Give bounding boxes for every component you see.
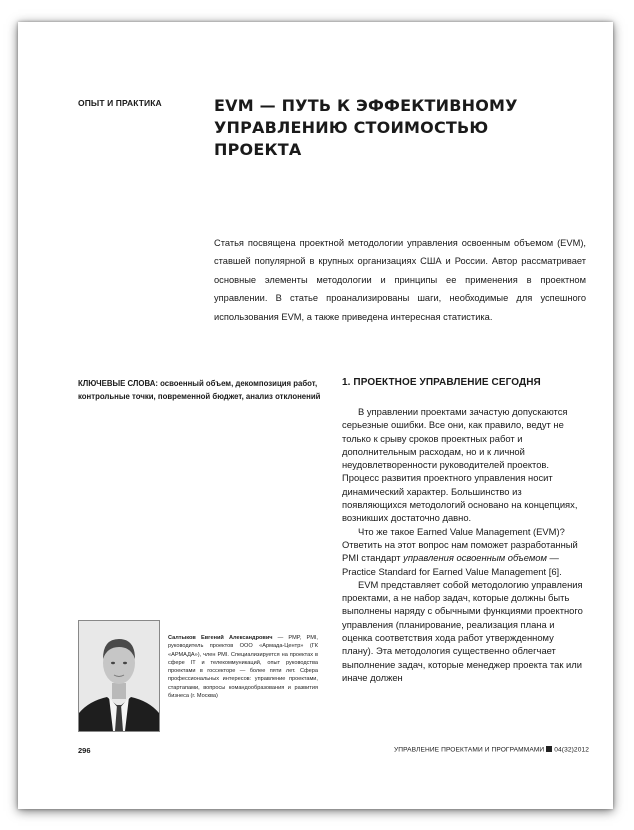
keywords: КЛЮЧЕВЫЕ СЛОВА: освоенный объем, декомпозиция работ, контрольные точки, повременной бюджет, анализ отклонений xyxy=(78,379,321,401)
square-icon xyxy=(546,746,552,752)
author-portrait-icon xyxy=(79,621,159,731)
section-heading: 1. ПРОЕКТНОЕ УПРАВЛЕНИЕ СЕГОДНЯ xyxy=(342,377,541,388)
paragraph-2: Что же такое Earned Value Management (EVM)? Ответить на этот вопрос нам поможет разработанный PMI стандарт управления освоенным объемом — Practice Standard for Earned Value Management [6]. xyxy=(342,525,578,577)
section-label: ОПЫТ И ПРАКТИКА xyxy=(78,98,162,108)
journal-footer xyxy=(394,746,589,754)
page-number: 296 xyxy=(78,746,91,755)
journal-name: УПРАВЛЕНИЕ ПРОЕКТАМИ И ПРОГРАММАМИ xyxy=(393,746,545,754)
author-bio: Салтыков Евгений Александрович — PMP, PMI, руководитель проектов ООО «Армада-Центр» (ГК «АРМАДА»), член PMI. Специализируется на проектах в сфере IT и телекоммуникаций, опыт руководства проектами в госсекторе — более пяти лет. Сфера профессиональных интересов: управление проектами, стартапами, вопросы командообразования и развития бизнеса (г. Москва) xyxy=(168,635,318,700)
article-body xyxy=(342,405,587,684)
journal-page xyxy=(18,22,613,809)
title-line-1: EVM — ПУТЬ К ЭФФЕКТИВНОМУ xyxy=(214,96,518,115)
journal-issue: 04(32)2012 xyxy=(554,746,589,754)
author-photo xyxy=(78,620,160,732)
paragraph-1: В управлении проектами зачастую допускаются серьезные ошибки. Все они, как правило, ведут не только к срыву сроков проектных работ и дополнительным расходам, но и к личной неудовлетворенности руководителей проектов. Процесс развития проектного управления носит динамический характер. Большинство из появляющихся методологий основано на концепциях, возникших достаточно давно. xyxy=(342,406,578,524)
article-abstract: Статья посвящена проектной методологии управления освоенным объемом (EVM), ставшей популярной в крупных организациях США и России. Автор рассматривает основные элементы методологии и принципы ее применения в проектном управлении. В статье проанализированы шаги, необходимые для успешного использования EVM, а также приведена интересная статистика. xyxy=(214,238,586,322)
author-name: Салтыков Евгений Александрович xyxy=(168,635,273,641)
title-line-2: УПРАВЛЕНИЮ СТОИМОСТЬЮ ПРОЕКТА xyxy=(214,118,489,159)
paragraph-3: EVM представляет собой методологию управления проектами, а не набор задач, которые должны быть выполнены наряду с обычными функциями проектного управления (планирование, реализация плана и оценка соответствия хода работ утвержденному плану). Эта методология существенно облегчает выполнение задач, которые менеджер проекта так или иначе должен xyxy=(342,578,583,683)
article-title xyxy=(214,95,574,161)
